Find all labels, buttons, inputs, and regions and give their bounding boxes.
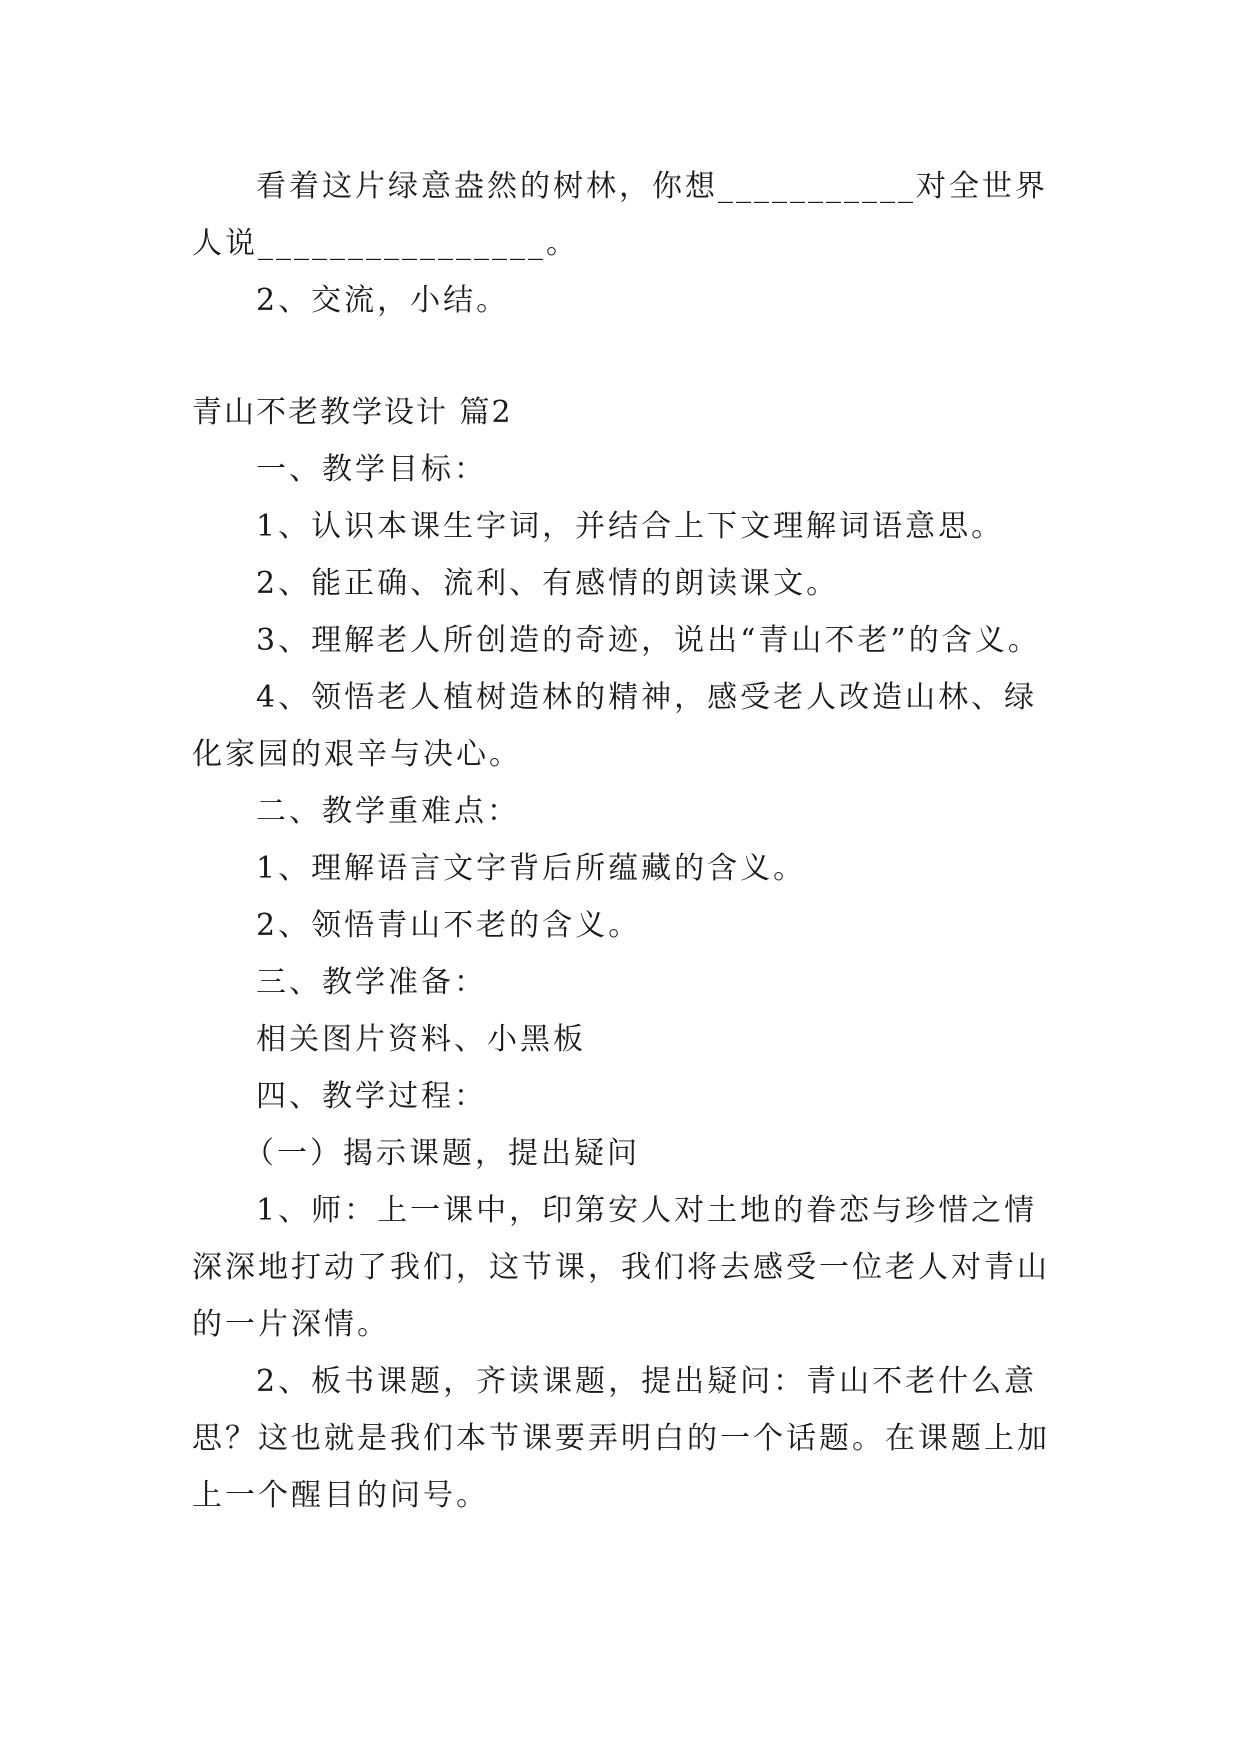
list-item: 4、领悟老人植树造林的精神，感受老人改造山林、绿 (256, 680, 1038, 715)
paragraph-line: 化家园的艰辛与决心。 (192, 737, 522, 772)
list-item: 1、认识本课生字词，并结合上下文理解词语意思。 (256, 509, 1005, 544)
paragraph-line: 深深地打动了我们，这节课，我们将去感受一位老人对青山 (192, 1250, 1050, 1285)
paragraph-line: 的一片深情。 (192, 1307, 390, 1342)
subheading-line: （一）揭示课题，提出疑问 (244, 1136, 640, 1171)
list-item: 3、理解老人所创造的奇迹，说出“青山不老”的含义。 (256, 623, 1041, 658)
list-item: 2、领悟青山不老的含义。 (256, 908, 642, 943)
list-item: 2、能正确、流利、有感情的朗读课文。 (256, 566, 840, 601)
paragraph-line: 看着这片绿意盎然的树林，你想___________对全世界 (256, 169, 1048, 204)
paragraph-line: 上一个醒目的问号。 (192, 1478, 489, 1513)
paragraph-line: 思？这也就是我们本节课要弄明白的一个话题。在课题上加 (192, 1421, 1050, 1456)
list-item: 1、理解语言文字背后所蕴藏的含义。 (256, 851, 807, 886)
paragraph-line: 人说________________。 (192, 226, 579, 261)
paragraph-line: 2、交流，小结。 (256, 283, 510, 318)
heading-line: 四、教学过程： (256, 1079, 487, 1114)
heading-line: 一、教学目标： (256, 452, 487, 487)
paragraph-line: 相关图片资料、小黑板 (256, 1022, 586, 1057)
section-title: 青山不老教学设计 篇2 (192, 395, 513, 430)
paragraph-line: 1、师：上一课中，印第安人对土地的眷恋与珍惜之情 (256, 1193, 1038, 1228)
paragraph-line: 2、板书课题，齐读课题，提出疑问：青山不老什么意 (256, 1364, 1038, 1399)
heading-line: 二、教学重难点： (256, 794, 520, 829)
heading-line: 三、教学准备： (256, 965, 487, 1000)
